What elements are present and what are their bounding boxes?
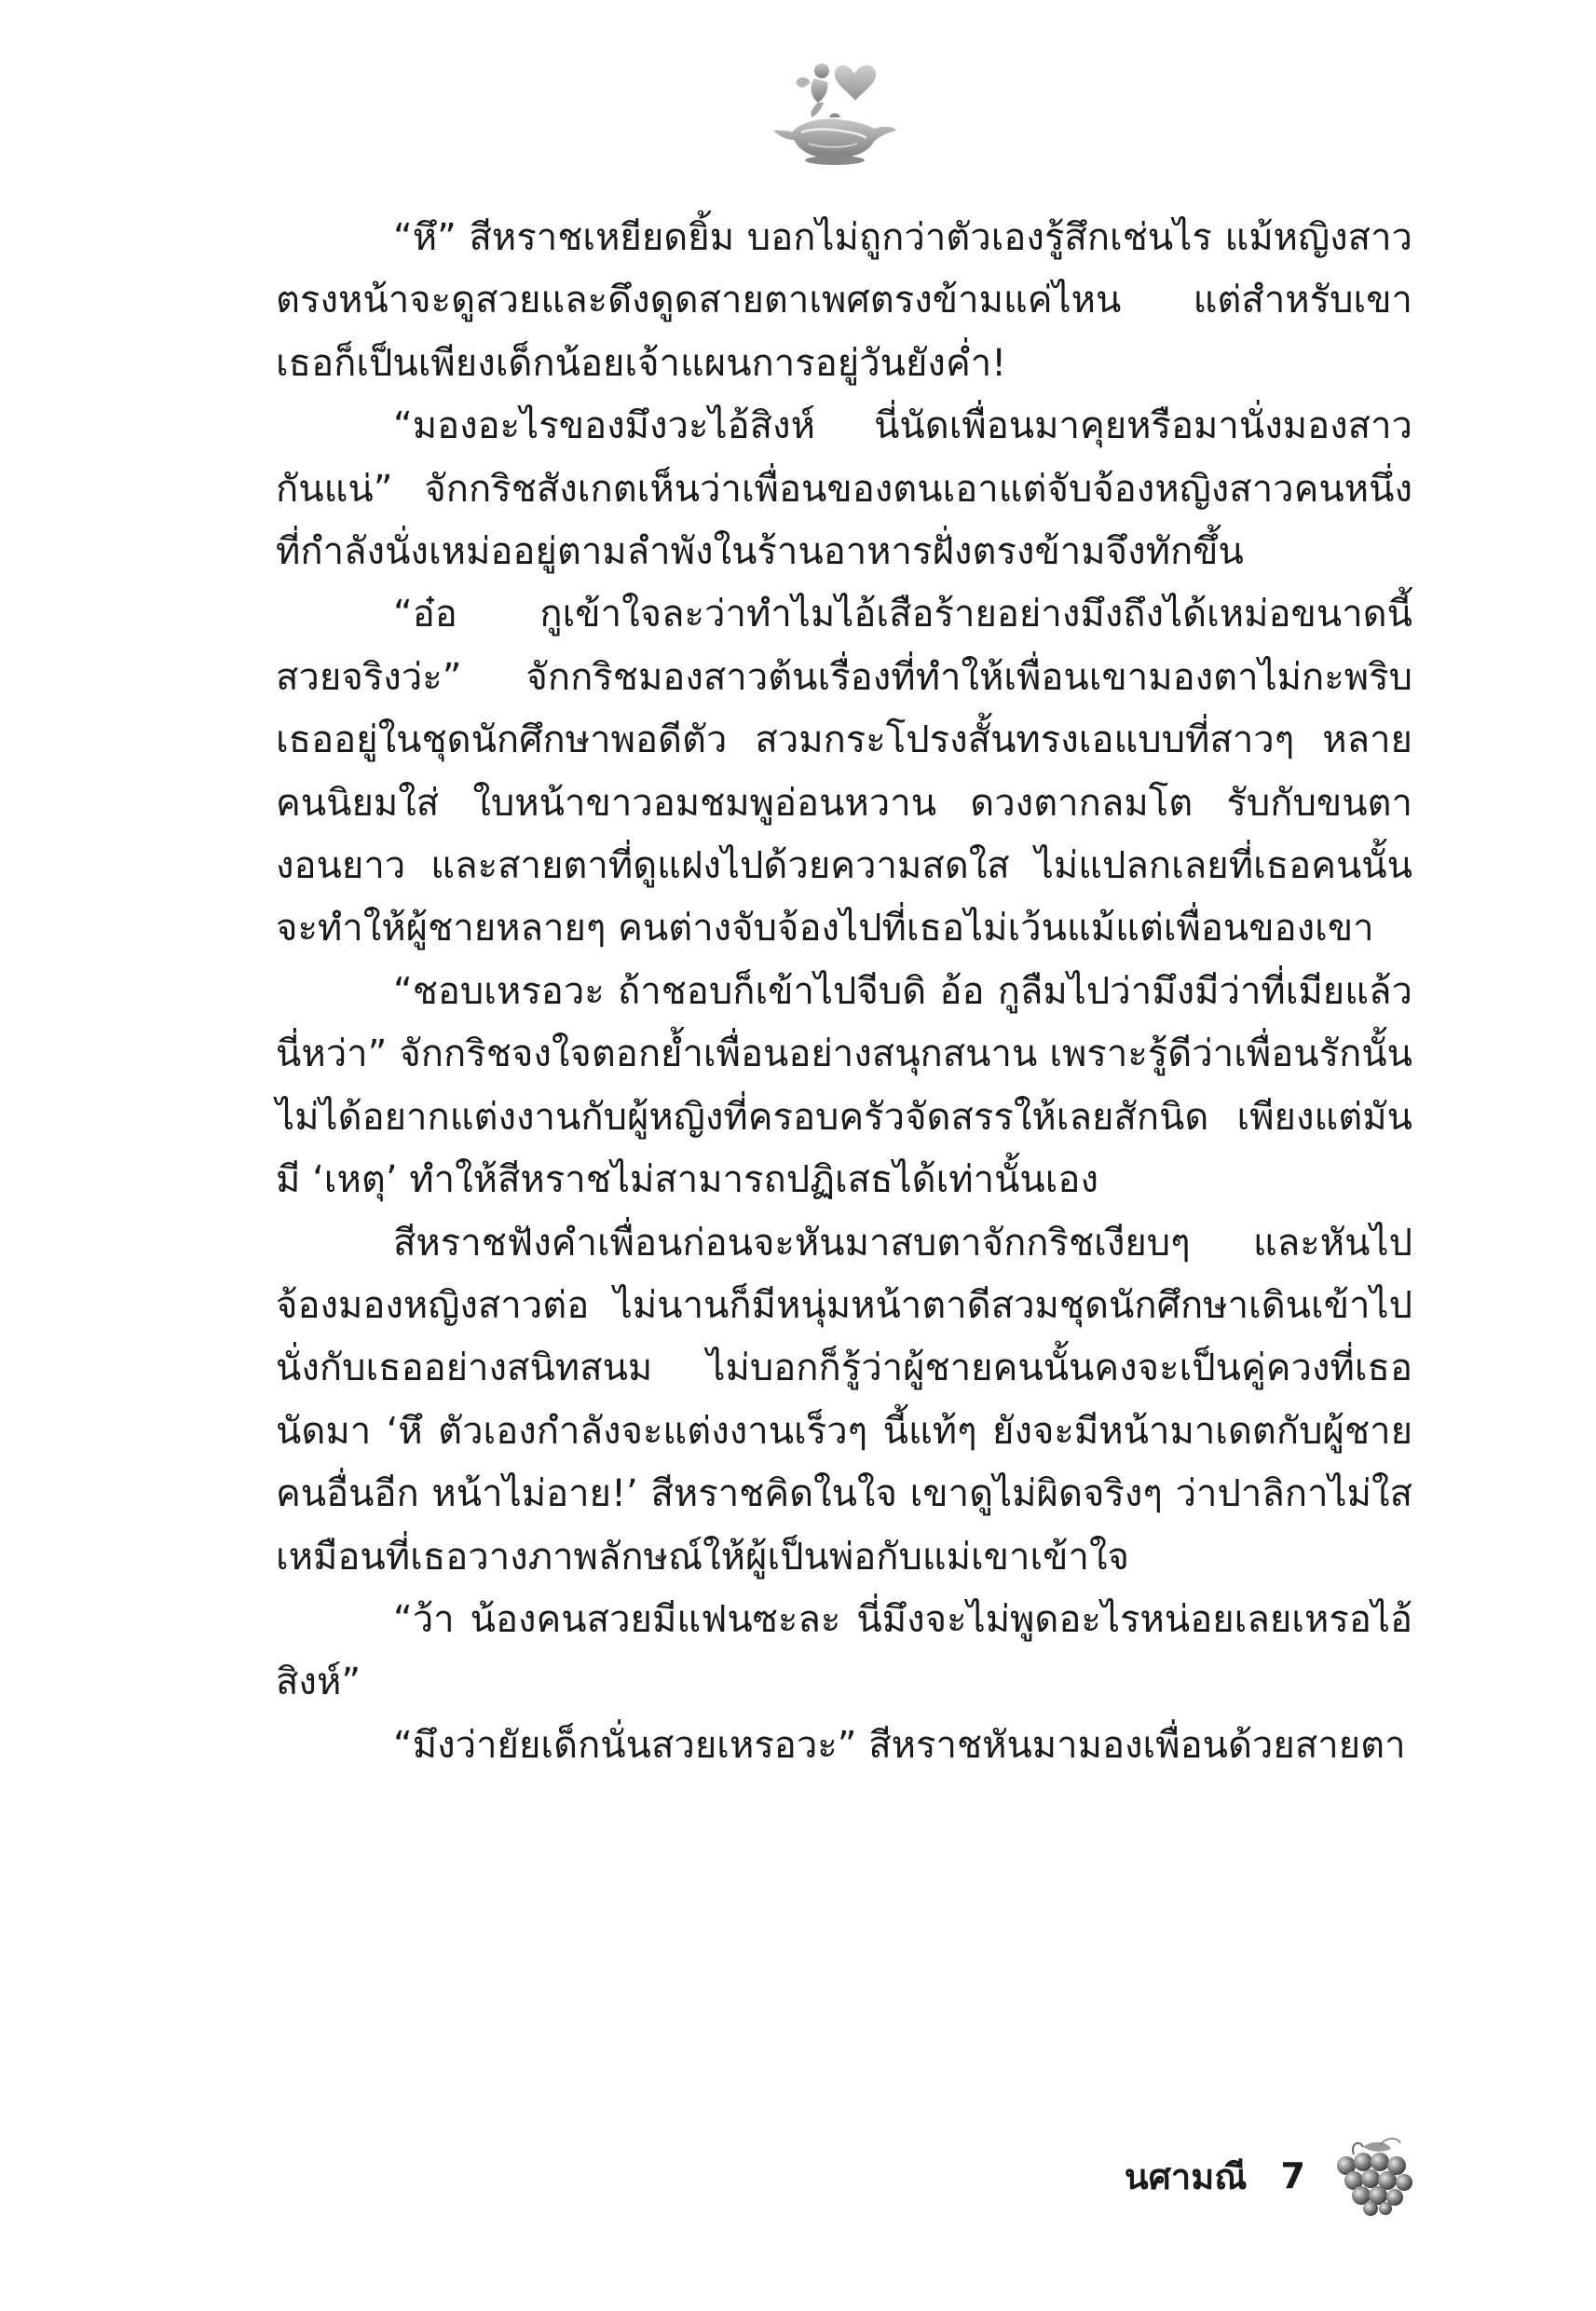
author-name: นศามณี bbox=[1124, 2155, 1248, 2197]
paragraph: “ชอบเหรอวะ ถ้าชอบก็เข้าไปจีบดิ อ้อ กูลืมไปว่ามึงมีว่าที่เมียแล้วนี่หว่า” จักกริชจงใจตอกย้ำเพื่อนอย่างสนุกสนาน เพราะรู้ดีว่าเพื่อนรักนั้นไม่ได้อยากแต่งงานกับผู้หญิงที่ครอบครัวจัดสรรให้เลยสักนิด เพียงแต่มันมี ‘เหตุ’ ทำให้สีหราชไม่สามารถปฏิเสธได้เท่านั้นเอง bbox=[276, 969, 1412, 1202]
paragraph: “หึ” สีหราชเหยียดยิ้ม บอกไม่ถูกว่าตัวเองรู้สึกเช่นไร แม้หญิงสาวตรงหน้าจะดูสวยและดึงดูดสายตาเพศตรงข้ามแค่ไหน แต่สำหรับเขา เธอก็เป็นเพียงเด็กน้อยเจ้าแผนการอยู่วันยังค่ำ! bbox=[276, 216, 1412, 385]
page-footer bbox=[1125, 2148, 1419, 2204]
body-text bbox=[276, 207, 1412, 1777]
paragraph: “อ๋อ กูเข้าใจละว่าทำไมไอ้เสือร้ายอย่างมึงถึงได้เหม่อขนาดนี้ สวยจริงว่ะ” จักกริชมองสาวต้นเรื่องที่ทำให้เพื่อนเขามองตาไม่กะพริบ เธออยู่ในชุดนักศึกษาพอดีตัว สวมกระโปรงสั้นทรงเอแบบที่สาวๆ หลายคนนิยมใส่ ใบหน้าขาวอมชมพูอ่อนหวาน ดวงตากลมโต รับกับขนตางอนยาว และสายตาที่ดูแฝงไปด้วยความสดใส ไม่แปลกเลยที่เธอคนนั้นจะทำให้ผู้ชายหลายๆ คนต่างจับจ้องไปที่เธอไม่เว้นแม้แต่เพื่อนของเขา bbox=[276, 593, 1412, 950]
paragraph: “มองอะไรของมึงวะไอ้สิงห์ นี่นัดเพื่อนมาคุยหรือมานั่งมองสาวกันแน่” จักกริชสังเกตเห็นว่าเพื่อนของตนเอาแต่จับจ้องหญิงสาวคนหนึ่งที่กำลังนั่งเหม่ออยู่ตามลำพังในร้านอาหารฝั่งตรงข้ามจึงทักขึ้น bbox=[276, 404, 1412, 574]
page-number: 7 bbox=[1280, 2155, 1305, 2196]
paragraph: “ว้า น้องคนสวยมีแฟนซะละ นี่มึงจะไม่พูดอะไรหน่อยเลยเหรอไอ้สิงห์” bbox=[276, 1597, 1412, 1704]
paragraph: สีหราชฟังคำเพื่อนก่อนจะหันมาสบตาจักกริชเงียบๆ และหันไปจ้องมองหญิงสาวต่อ ไม่นานก็มีหนุ่มหน้าตาดีสวมชุดนักศึกษาเดินเข้าไปนั่งกับเธออย่างสนิทสนม ไม่บอกก็รู้ว่าผู้ชายคนนั้นคงจะเป็นคู่ควงที่เธอนัดมา ‘หึ ตัวเองกำลังจะแต่งงานเร็วๆ นี้แท้ๆ ยังจะมีหน้ามาเดตกับผู้ชายคนอื่นอีก หน้าไม่อาย!’ สีหราชคิดในใจ เขาดูไม่ผิดจริงๆ ว่าปาลิกาไม่ใสเหมือนที่เธอวางภาพลักษณ์ให้ผู้เป็นพ่อกับแม่เขาเข้าใจ bbox=[276, 1221, 1412, 1579]
grapes-icon bbox=[1326, 2134, 1419, 2218]
teapot-ornament-icon bbox=[764, 47, 904, 168]
paragraph: “มึงว่ายัยเด็กนั่นสวยเหรอวะ” สีหราชหันมามองเพื่อนด้วยสายตา bbox=[393, 1723, 1406, 1767]
